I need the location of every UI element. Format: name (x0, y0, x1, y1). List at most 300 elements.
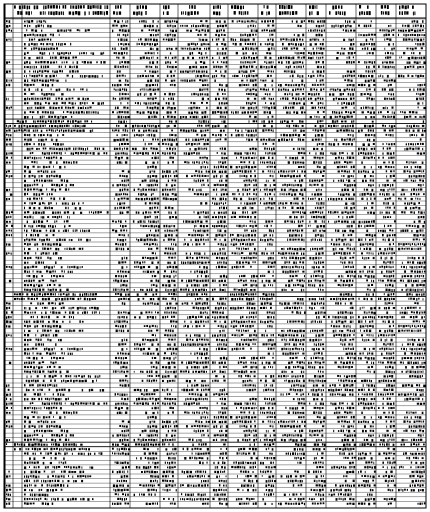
cell-value-mark (299, 248, 301, 251)
cell-value-mark (297, 52, 298, 54)
cell-value-mark (410, 211, 412, 213)
cell-value-mark (387, 184, 389, 186)
cell-value-mark (265, 129, 266, 131)
cell-value-mark (423, 216, 425, 218)
cell-value-mark (383, 157, 384, 159)
cell-value-mark (402, 230, 404, 232)
cell-value-mark (410, 261, 411, 263)
cell-value-mark (415, 180, 416, 182)
cell-value-mark (345, 284, 346, 286)
cell-value-mark (352, 257, 354, 259)
row-label-mark (37, 34, 39, 36)
row-label-mark (41, 221, 43, 223)
cell-value-mark (236, 166, 238, 168)
cell-value-mark (317, 130, 319, 132)
cell-value-mark (151, 189, 153, 191)
row-label-mark (71, 239, 73, 241)
cell-value-mark (369, 125, 371, 127)
row-label-mark (70, 271, 71, 273)
row-label-mark (31, 29, 33, 31)
cell-value-mark (302, 62, 303, 64)
row-label-mark (29, 171, 31, 174)
cell-value-mark (149, 202, 151, 204)
row-label-mark (63, 130, 64, 133)
cell-value-mark (241, 134, 242, 136)
cell-value-mark (322, 266, 324, 268)
cell-value-mark (250, 148, 252, 150)
cell-value-mark (321, 34, 323, 36)
cell-value-mark (115, 153, 116, 155)
cell-value-mark (362, 111, 364, 113)
cell-value-mark (249, 116, 251, 118)
cell-value-mark (248, 48, 249, 51)
cell-value-mark (244, 202, 245, 204)
cell-value-mark (282, 252, 284, 255)
row-label-mark (50, 48, 52, 50)
row-index-mark (11, 253, 12, 255)
cell-value-mark (270, 175, 272, 177)
cell-value-mark (315, 257, 317, 259)
cell-value-mark (231, 134, 233, 136)
cell-value-mark (264, 239, 266, 241)
cell-value-mark (280, 98, 281, 100)
cell-value-mark (302, 261, 304, 263)
row-label-mark (32, 75, 34, 77)
cell-value-mark (174, 25, 176, 27)
header-title-mark (59, 12, 61, 16)
cell-value-mark (126, 230, 127, 232)
row-label-mark (82, 102, 83, 104)
row-label-mark (97, 75, 98, 78)
cell-value-mark (343, 252, 345, 255)
cell-value-mark (294, 221, 295, 224)
cell-value-mark (350, 43, 352, 45)
cell-value-mark (155, 66, 156, 68)
cell-value-mark (200, 20, 202, 22)
cell-value-mark (216, 175, 217, 178)
row-label-mark (41, 66, 42, 69)
row-index-mark (6, 198, 8, 201)
row-label-mark (80, 152, 82, 154)
cell-value-mark (124, 93, 126, 95)
row-label-mark (30, 202, 31, 204)
cell-value-mark (322, 61, 324, 64)
cell-value-mark (253, 25, 254, 27)
cell-value-mark (255, 52, 256, 54)
cell-value-mark (208, 184, 209, 186)
cell-value-mark (323, 70, 324, 72)
row-label-mark (65, 130, 67, 132)
cell-value-mark (203, 75, 205, 77)
cell-value-mark (414, 248, 415, 250)
row-label-mark (78, 202, 79, 204)
cell-value-mark (147, 134, 148, 136)
cell-value-mark (411, 29, 413, 31)
row-label-mark (90, 152, 92, 154)
cell-value-mark (286, 257, 287, 260)
cell-value-mark (350, 234, 352, 236)
row-label-mark (57, 216, 59, 219)
cell-value-mark (155, 243, 156, 245)
cell-value-mark (295, 84, 297, 86)
cell-value-mark (242, 75, 243, 77)
cell-value-mark (223, 62, 225, 64)
row-label-mark (48, 116, 50, 118)
cell-value-mark (406, 225, 408, 227)
cell-value-mark (185, 70, 187, 72)
cell-value-mark (156, 225, 158, 227)
cell-value-mark (270, 166, 271, 168)
row-label-mark (54, 266, 55, 268)
cell-value-mark (261, 98, 262, 100)
cell-value-mark (316, 225, 318, 228)
cell-value-mark (171, 80, 173, 82)
cell-value-mark (389, 161, 390, 163)
cell-value-mark (302, 207, 304, 210)
cell-value-mark (219, 280, 221, 282)
cell-value-mark (419, 98, 420, 100)
cell-value-mark (199, 120, 200, 122)
cell-value-mark (292, 248, 293, 250)
cell-value-mark (409, 175, 410, 178)
cell-value-mark (335, 116, 336, 118)
row-label-mark (32, 34, 34, 36)
cell-value-mark (336, 116, 337, 118)
cell-value-mark (148, 266, 150, 268)
cell-value-mark (370, 184, 372, 186)
cell-value-mark (128, 43, 129, 45)
cell-value-mark (204, 143, 206, 145)
cell-value-mark (215, 70, 217, 72)
cell-value-mark (236, 248, 237, 250)
cell-value-mark (127, 134, 128, 136)
row-label-mark (75, 148, 76, 151)
row-label-mark (26, 280, 28, 282)
cell-value-mark (315, 275, 317, 277)
cell-value-mark (225, 184, 227, 187)
cell-value-mark (366, 61, 367, 63)
row-label-mark (46, 166, 48, 168)
cell-value-mark (244, 21, 245, 23)
cell-value-mark (244, 180, 245, 182)
cell-value-mark (154, 171, 156, 173)
cell-value-mark (390, 225, 392, 227)
row-label-mark (55, 289, 57, 291)
cell-value-mark (247, 243, 248, 245)
cell-value-mark (226, 225, 227, 227)
cell-value-mark (295, 284, 296, 286)
cell-value-mark (173, 289, 175, 292)
cell-value-mark (315, 211, 317, 213)
cell-value-mark (291, 170, 292, 172)
row-label-mark (31, 20, 33, 22)
header-title-mark (53, 5, 55, 9)
row-label-mark (31, 229, 32, 231)
row-label-mark (82, 125, 83, 127)
cell-value-mark (368, 34, 370, 36)
cell-value-mark (315, 207, 316, 209)
cell-value-mark (246, 166, 248, 168)
cell-value-mark (125, 79, 126, 82)
cell-value-mark (384, 80, 386, 82)
cell-value-mark (136, 134, 138, 136)
row-label-mark (41, 25, 42, 27)
row-label-mark (23, 130, 24, 133)
cell-value-mark (212, 170, 213, 173)
row-index-mark (8, 84, 10, 86)
row-label-mark (57, 143, 59, 146)
cell-value-mark (142, 75, 144, 77)
cell-value-mark (221, 66, 222, 68)
cell-value-mark (185, 25, 186, 27)
cell-value-mark (324, 220, 325, 223)
row-label-mark (35, 266, 37, 268)
row-label-mark (59, 125, 61, 127)
cell-value-mark (352, 211, 354, 213)
cell-value-mark (314, 157, 316, 159)
cell-value-mark (367, 275, 369, 278)
column-header-mark (216, 6, 217, 9)
cell-value-mark (242, 39, 243, 42)
cell-value-mark (126, 139, 128, 141)
row-index-mark (6, 20, 8, 22)
cell-value-mark (223, 166, 224, 168)
cell-value-mark (367, 47, 368, 49)
cell-value-mark (415, 112, 417, 114)
row-label-mark (71, 152, 73, 154)
cell-value-mark (151, 262, 153, 265)
row-label-mark (34, 75, 36, 77)
cell-value-mark (169, 66, 171, 68)
cell-value-mark (287, 239, 288, 242)
cell-value-mark (152, 170, 153, 172)
header-title-mark (95, 5, 96, 8)
cell-value-mark (299, 102, 301, 104)
cell-value-mark (382, 62, 384, 64)
cell-value-mark (392, 261, 393, 263)
cell-value-mark (213, 189, 215, 191)
cell-value-mark (272, 88, 274, 90)
cell-value-mark (296, 216, 298, 218)
cell-value-mark (222, 189, 224, 191)
cell-value-mark (341, 112, 343, 114)
row-index-mark (11, 266, 13, 268)
cell-value-mark (302, 139, 304, 141)
row-label-mark (56, 148, 58, 150)
row-label-mark (87, 148, 88, 150)
cell-value-mark (141, 30, 143, 32)
cell-value-mark (299, 61, 301, 63)
cell-value-mark (224, 148, 226, 150)
cell-value-mark (224, 225, 225, 227)
cell-value-mark (267, 166, 268, 168)
cell-value-mark (192, 66, 194, 68)
cell-value-mark (254, 170, 255, 172)
row-label-mark (56, 220, 57, 222)
cell-value-mark (205, 193, 207, 195)
row-label-mark (100, 211, 102, 213)
cell-value-mark (310, 29, 312, 31)
cell-value-mark (207, 79, 208, 81)
row-label-mark (90, 239, 91, 241)
cell-value-mark (262, 30, 264, 32)
cell-value-mark (393, 188, 394, 190)
cell-value-mark (195, 170, 197, 172)
cell-value-mark (390, 216, 391, 218)
cell-value-mark (157, 244, 158, 246)
row-label-mark (54, 152, 56, 154)
cell-value-mark (391, 116, 392, 118)
cell-value-mark (254, 116, 256, 118)
cell-value-mark (136, 152, 138, 154)
cell-value-mark (347, 252, 348, 254)
column-header-mark (189, 5, 190, 9)
cell-value-mark (182, 48, 184, 50)
cell-value-mark (368, 284, 370, 286)
cell-value-mark (390, 271, 392, 273)
cell-value-mark (256, 189, 257, 191)
column-header-mark (264, 5, 265, 8)
cell-value-mark (256, 120, 257, 122)
row-label-mark (47, 39, 49, 41)
cell-value-mark (204, 93, 205, 95)
header-title-mark (72, 12, 74, 16)
cell-value-mark (316, 116, 317, 118)
cell-value-mark (152, 152, 154, 154)
row-label-mark (35, 47, 37, 49)
cell-value-mark (412, 111, 414, 113)
row-label-mark (52, 79, 54, 81)
cell-value-mark (415, 143, 416, 145)
cell-value-mark (148, 143, 149, 145)
cell-value-mark (338, 238, 340, 240)
cell-value-mark (140, 266, 142, 269)
cell-value-mark (174, 275, 175, 278)
column-header-mark (268, 11, 270, 14)
cell-value-mark (347, 275, 349, 277)
cell-value-mark (415, 280, 417, 282)
cell-value-mark (135, 125, 136, 127)
cell-value-mark (414, 20, 416, 22)
cell-value-mark (320, 120, 322, 122)
row-label-mark (39, 157, 40, 159)
cell-value-mark (412, 48, 414, 50)
row-label-mark (56, 161, 57, 164)
cell-value-mark (232, 20, 234, 22)
row-label-mark (47, 248, 49, 250)
cell-value-mark (168, 207, 170, 209)
cell-value-mark (274, 261, 276, 263)
row-label-mark (56, 89, 58, 91)
cell-value-mark (320, 225, 322, 227)
row-label-mark (67, 211, 69, 213)
cell-value-mark (152, 138, 154, 140)
cell-value-mark (215, 98, 217, 101)
cell-value-mark (310, 248, 311, 251)
cell-value-mark (334, 139, 335, 141)
cell-value-mark (173, 280, 175, 282)
cell-value-mark (238, 239, 240, 241)
cell-value-mark (354, 107, 355, 109)
cell-value-mark (308, 280, 310, 283)
row-index-mark (11, 107, 13, 109)
cell-value-mark (317, 97, 319, 99)
cell-value-mark (153, 125, 154, 127)
cell-value-mark (264, 184, 266, 186)
cell-value-mark (174, 84, 176, 86)
cell-value-mark (405, 30, 407, 32)
cell-value-mark (349, 89, 350, 91)
cell-value-mark (221, 243, 222, 246)
cell-value-mark (304, 20, 305, 22)
row-index-mark (8, 129, 10, 131)
row-index-mark (9, 80, 10, 82)
cell-value-mark (199, 89, 201, 91)
cell-value-mark (383, 252, 385, 254)
cell-value-mark (137, 102, 139, 104)
cell-value-mark (341, 102, 342, 105)
cell-value-mark (206, 71, 208, 74)
cell-value-mark (263, 120, 265, 122)
row-label-mark (32, 175, 34, 177)
cell-value-mark (172, 66, 174, 68)
cell-value-mark (358, 61, 360, 63)
cell-value-mark (218, 38, 219, 40)
cell-value-mark (224, 280, 226, 282)
cell-value-mark (367, 139, 369, 141)
cell-value-mark (192, 261, 194, 263)
cell-value-mark (346, 271, 348, 273)
cell-value-mark (310, 52, 312, 54)
row-label-mark (84, 102, 85, 104)
cell-value-mark (122, 75, 124, 77)
cell-value-mark (359, 34, 360, 37)
cell-value-mark (116, 248, 118, 251)
cell-value-mark (255, 280, 257, 282)
cell-value-mark (349, 252, 351, 254)
cell-value-mark (189, 52, 191, 55)
cell-value-mark (278, 171, 279, 173)
cell-value-mark (341, 48, 342, 50)
cell-value-mark (225, 66, 227, 68)
cell-value-mark (271, 129, 272, 131)
cell-value-mark (361, 129, 363, 131)
cell-value-mark (173, 80, 175, 82)
cell-value-mark (127, 248, 129, 250)
cell-value-mark (167, 152, 168, 154)
cell-value-mark (418, 280, 419, 283)
cell-value-mark (364, 84, 366, 86)
cell-value-mark (417, 225, 419, 228)
cell-value-mark (119, 89, 121, 92)
cell-value-mark (293, 84, 294, 86)
cell-value-mark (293, 125, 295, 127)
cell-value-mark (242, 112, 244, 114)
cell-value-mark (260, 88, 262, 90)
cell-value-mark (392, 111, 393, 113)
cell-value-mark (157, 25, 158, 27)
cell-value-mark (411, 266, 413, 268)
cell-value-mark (204, 271, 205, 274)
cell-value-mark (122, 234, 123, 236)
row-label-mark (75, 71, 76, 73)
cell-value-mark (220, 148, 221, 150)
row-label-mark (52, 57, 54, 59)
cell-value-mark (364, 248, 365, 250)
row-index-mark (10, 216, 11, 218)
cell-value-mark (408, 38, 410, 40)
cell-value-mark (254, 239, 255, 241)
